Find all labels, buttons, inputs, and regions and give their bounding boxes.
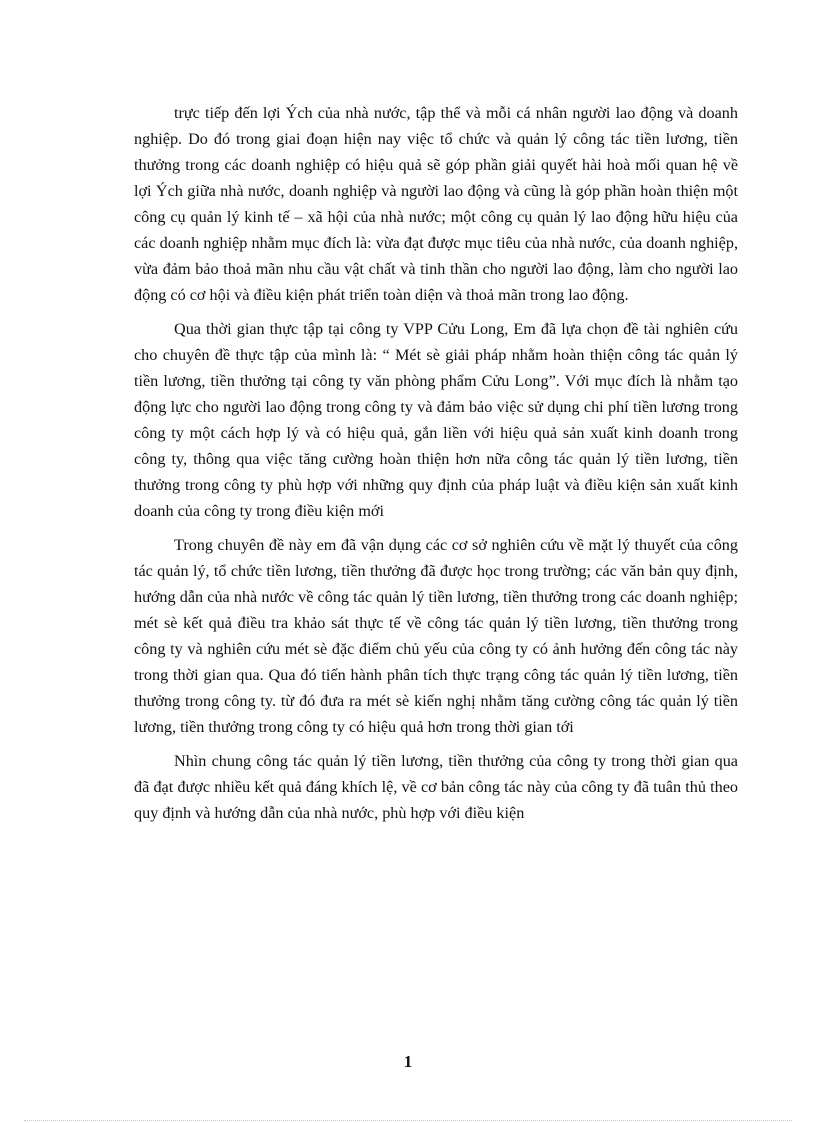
- page-bottom-edge: [24, 1120, 792, 1121]
- paragraph-1: trực tiếp đến lợi Ých của nhà nước, tập thể và mỗi cá nhân người lao động và doanh nghiệp. Do đó trong giai đoạn hiện nay việc tổ chức và quản lý công tác tiền lương, tiền thưởng trong các doanh nghiệp có hiệu quả sẽ góp phần giải quyết hài hoà mối quan hệ về lợi Ých giữa nhà nước, doanh nghiệp và người lao động và cũng là góp phần hoàn thiện một công cụ quản lý kinh tế – xã hội của nhà nước; một công cụ quản lý lao động hữu hiệu của các doanh nghiệp nhằm mục đích là: vừa đạt được mục tiêu của nhà nước, của doanh nghiệp, vừa đảm bảo thoả mãn nhu cầu vật chất và tinh thần cho người lao động, làm cho người lao động có cơ hội và điều kiện phát triển toàn diện và thoả mãn trong lao động.: [134, 104, 738, 304]
- document-body: [134, 100, 738, 834]
- paragraph-2: Qua thời gian thực tập tại công ty VPP Cửu Long, Em đã lựa chọn đề tài nghiên cứu cho chuyên đề thực tập của mình là: “ Mét sè giải pháp nhằm hoàn thiện công tác quản lý tiền lương, tiền thưởng tại công ty văn phòng phẩm Cửu Long”. Với mục đích là nhằm tạo động lực cho người lao động trong công ty và đảm bảo việc sử dụng chi phí tiền lương trong công ty một cách hợp lý và có hiệu quả, gắn liền với hiệu quả sản xuất kinh doanh trong công ty, thông qua việc tăng cường hoàn thiện hơn nữa công tác quản lý tiền lương, tiền thưởng trong công ty phù hợp với những quy định của pháp luật và điều kiện sản xuất kinh doanh của công ty trong điều kiện mới: [134, 320, 738, 520]
- paragraph-4: Nhìn chung công tác quản lý tiền lương, tiền thưởng của công ty trong thời gian qua đã đạt được nhiều kết quả đáng khích lệ, về cơ bản công tác này của công ty đã tuân thủ theo quy định và hướng dẫn của nhà nước, phù hợp với điều kiện: [134, 752, 738, 822]
- paragraph-3: Trong chuyên đề này em đã vận dụng các cơ sở nghiên cứu về mặt lý thuyết của công tác quản lý, tổ chức tiền lương, tiền thưởng đã được học trong trường; các văn bản quy định, hướng dẫn của nhà nước về công tác quản lý tiền lương, tiền thưởng trong các doanh nghiệp; mét sè kết quả điều tra khảo sát thực tế về công tác quản lý tiền lương, tiền thưởng trong công ty và nghiên cứu mét sè đặc điểm chủ yếu của công ty có ảnh hưởng đến công tác này trong thời gian qua. Qua đó tiến hành phân tích thực trạng công tác quản lý tiền lương, tiền thưởng trong công ty. từ đó đưa ra mét sè kiến nghị nhằm tăng cường công tác quản lý tiền lương, tiền thưởng trong công ty có hiệu quả hơn trong thời gian tới: [134, 536, 738, 736]
- page-number: 1: [403, 1052, 413, 1071]
